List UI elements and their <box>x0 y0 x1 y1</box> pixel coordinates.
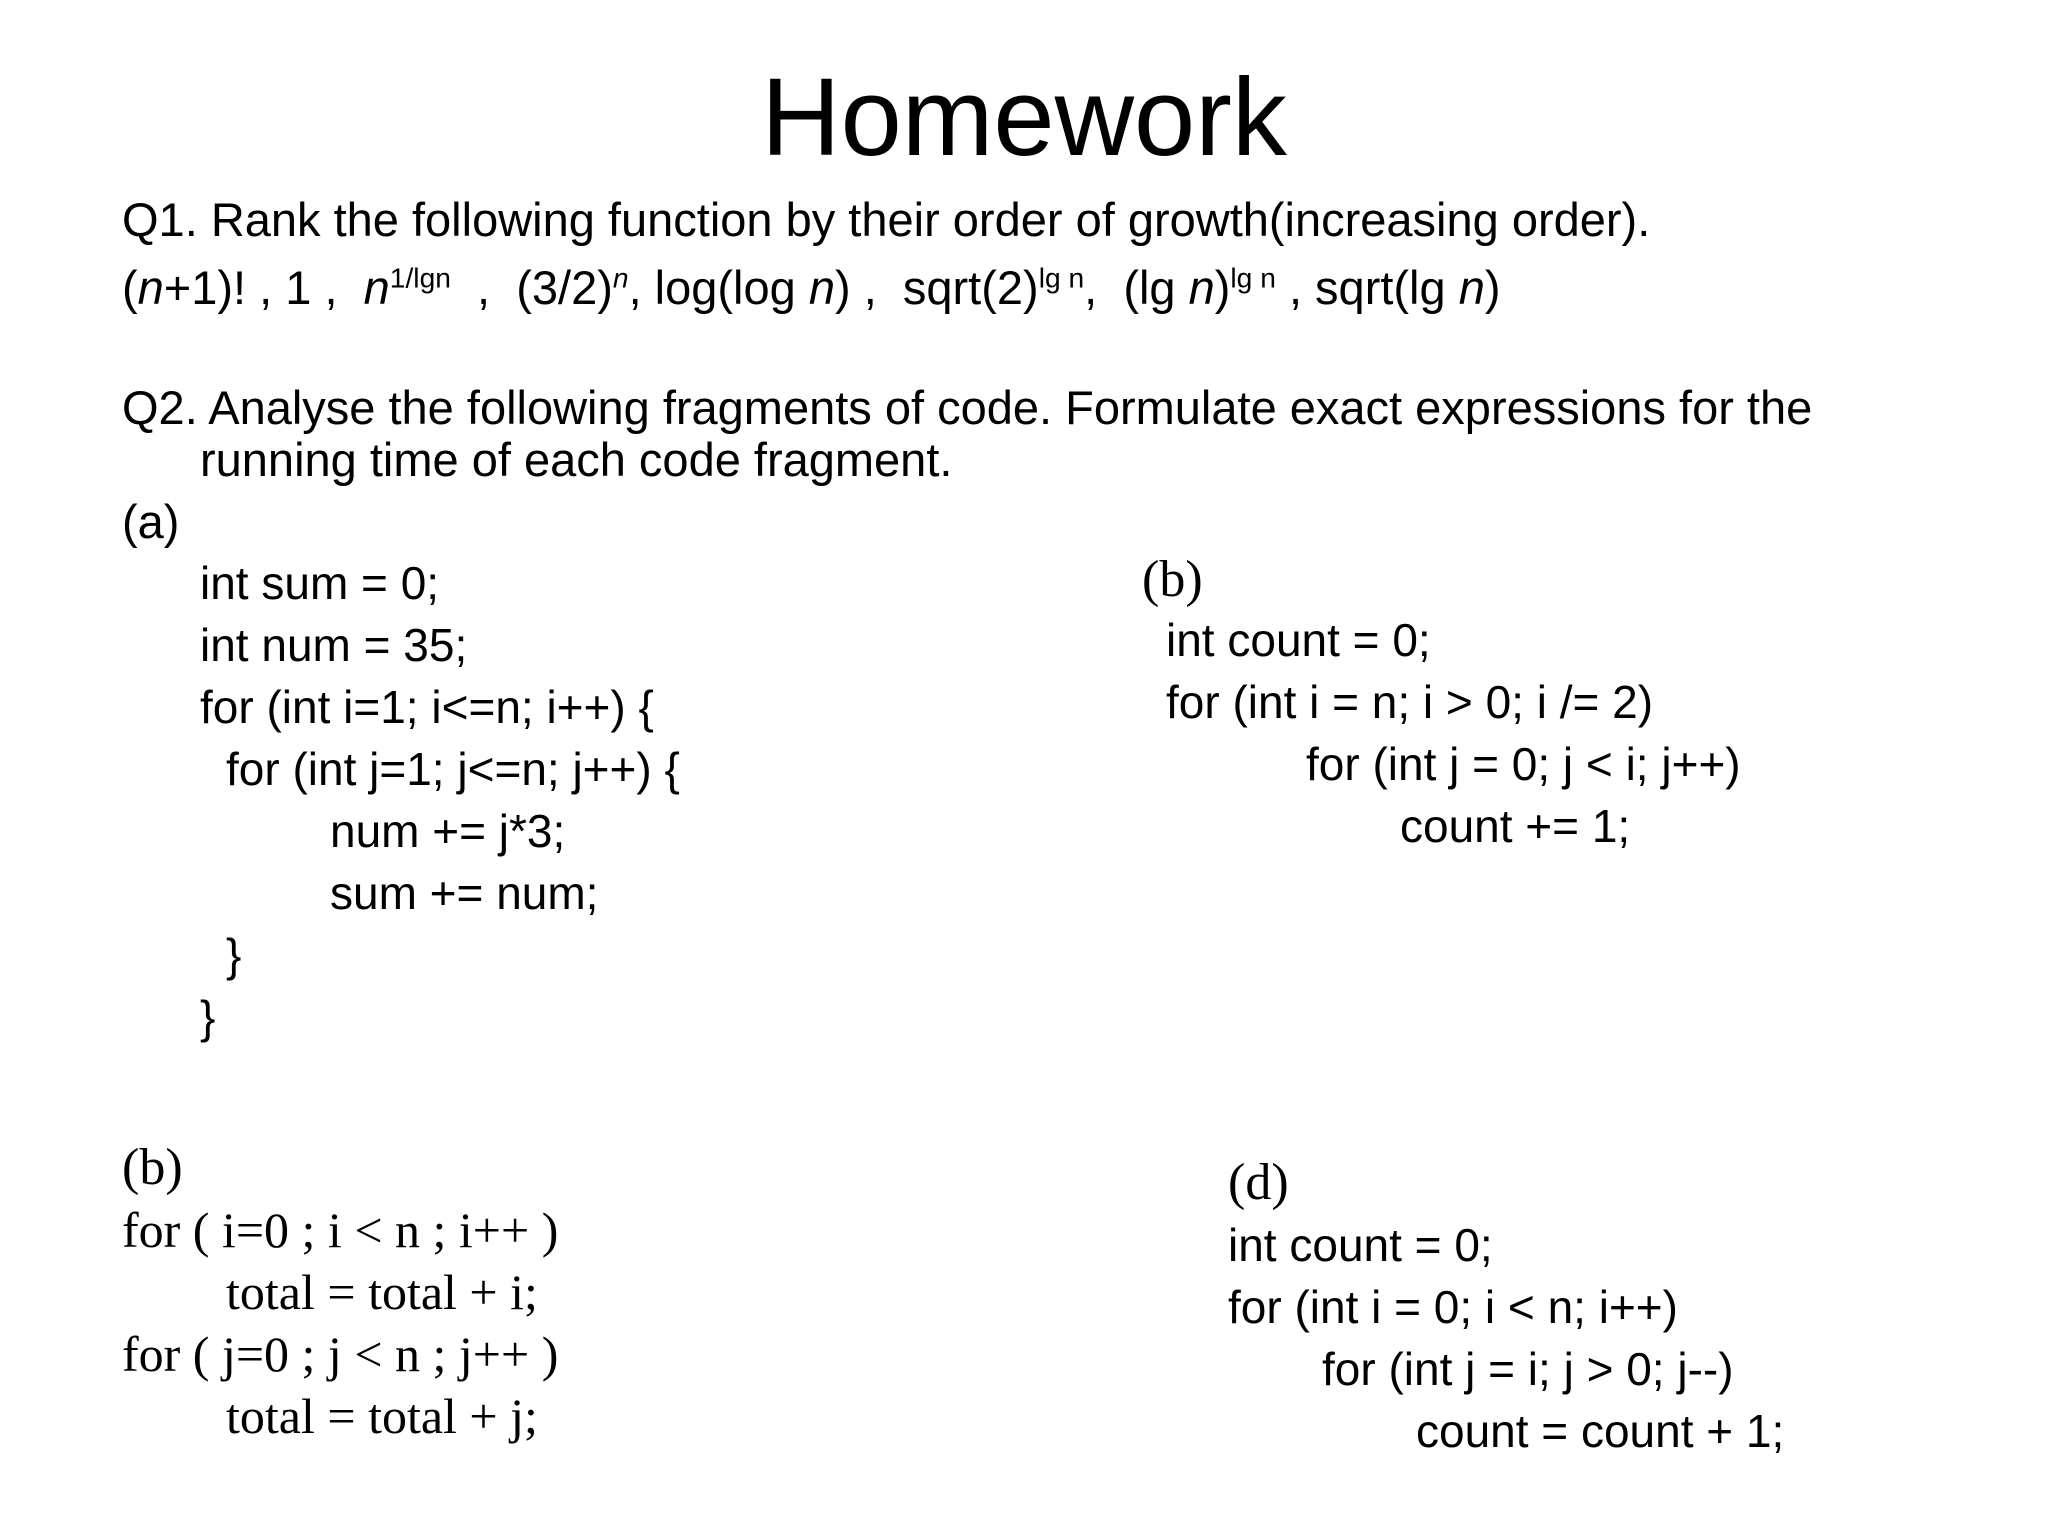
q1-sep1: , <box>477 261 491 314</box>
fragment-a-line: num += j*3; <box>330 805 566 857</box>
fragment-a-label: (a) <box>122 495 180 548</box>
fragment-b-bottom-line: total = total + i; <box>226 1264 538 1320</box>
q1-f5-base: sqrt(2) <box>902 261 1039 314</box>
fragment-b-top-line: count += 1; <box>1400 800 1631 852</box>
fragment-a-line: int sum = 0; <box>200 557 440 609</box>
q1-f4-var: n <box>808 261 835 314</box>
q1-f1-var: n <box>137 261 164 314</box>
fragment-b-bottom-line: for ( j=0 ; j < n ; j++ ) <box>122 1326 559 1382</box>
q1-prompt: Q1. Rank the following function by their order of growth(increasing order). <box>122 193 1651 246</box>
q1-f3-exp: n <box>612 261 629 294</box>
q1-f6-exp: lg n <box>1230 261 1276 294</box>
q1-f6-var: n <box>1188 261 1215 314</box>
q1-f1-rest: +1)! , 1 , <box>163 261 338 314</box>
q2-prompt-line2: running time of each code fragment. <box>200 433 953 486</box>
fragment-d-line: for (int i = 0; i < n; i++) <box>1228 1281 1678 1333</box>
fragment-b-bottom-line: total = total + j; <box>226 1388 538 1444</box>
fragment-b-bottom-label: (b) <box>122 1139 183 1196</box>
q1-sep2: , <box>1084 261 1098 314</box>
fragment-d-line: int count = 0; <box>1228 1219 1493 1271</box>
q1-f4-post: ) , <box>834 261 877 314</box>
fragment-b-top-line: for (int j = 0; j < i; j++) <box>1306 738 1741 790</box>
q1-f7-pre: , sqrt(lg <box>1288 261 1459 314</box>
q1-f1-open: ( <box>122 261 138 314</box>
q1-function-list <box>122 260 1501 316</box>
fragment-b-top-line: for (int i = n; i > 0; i /= 2) <box>1166 676 1654 728</box>
fragment-a-line: int num = 35; <box>200 619 468 671</box>
q1-f3-base: (3/2) <box>516 261 613 314</box>
q1-f6-post: ) <box>1214 261 1231 314</box>
fragment-a-line: for (int i=1; i<=n; i++) { <box>200 681 654 733</box>
q1-f5-exp: lg n <box>1038 261 1085 294</box>
q1-f2-exp: 1/lgn <box>389 261 451 294</box>
fragment-a-line: for (int j=1; j<=n; j++) { <box>226 743 680 795</box>
fragment-d-line: count = count + 1; <box>1416 1405 1785 1457</box>
fragment-a-line: } <box>226 929 242 981</box>
fragment-a-line: sum += num; <box>330 867 599 919</box>
fragment-a-line: } <box>200 991 216 1043</box>
q1-f7-var: n <box>1458 261 1485 314</box>
q1-f4-pre: , log(log <box>628 261 809 314</box>
fragment-d-line: for (int j = i; j > 0; j--) <box>1322 1343 1734 1395</box>
q1-f7-post: ) <box>1484 261 1501 314</box>
fragment-b-bottom-line: for ( i=0 ; i < n ; i++ ) <box>122 1202 559 1258</box>
q1-f2-base: n <box>363 261 390 314</box>
fragment-b-top-label: (b) <box>1142 551 1203 608</box>
q1-f6-pre: (lg <box>1123 261 1189 314</box>
q2-prompt-line1: Q2. Analyse the following fragments of code. Formulate exact expressions for the <box>122 381 1813 434</box>
fragment-d-label: (d) <box>1228 1154 1289 1211</box>
fragment-b-top-line: int count = 0; <box>1166 614 1431 666</box>
slide-title: Homework <box>761 56 1287 179</box>
